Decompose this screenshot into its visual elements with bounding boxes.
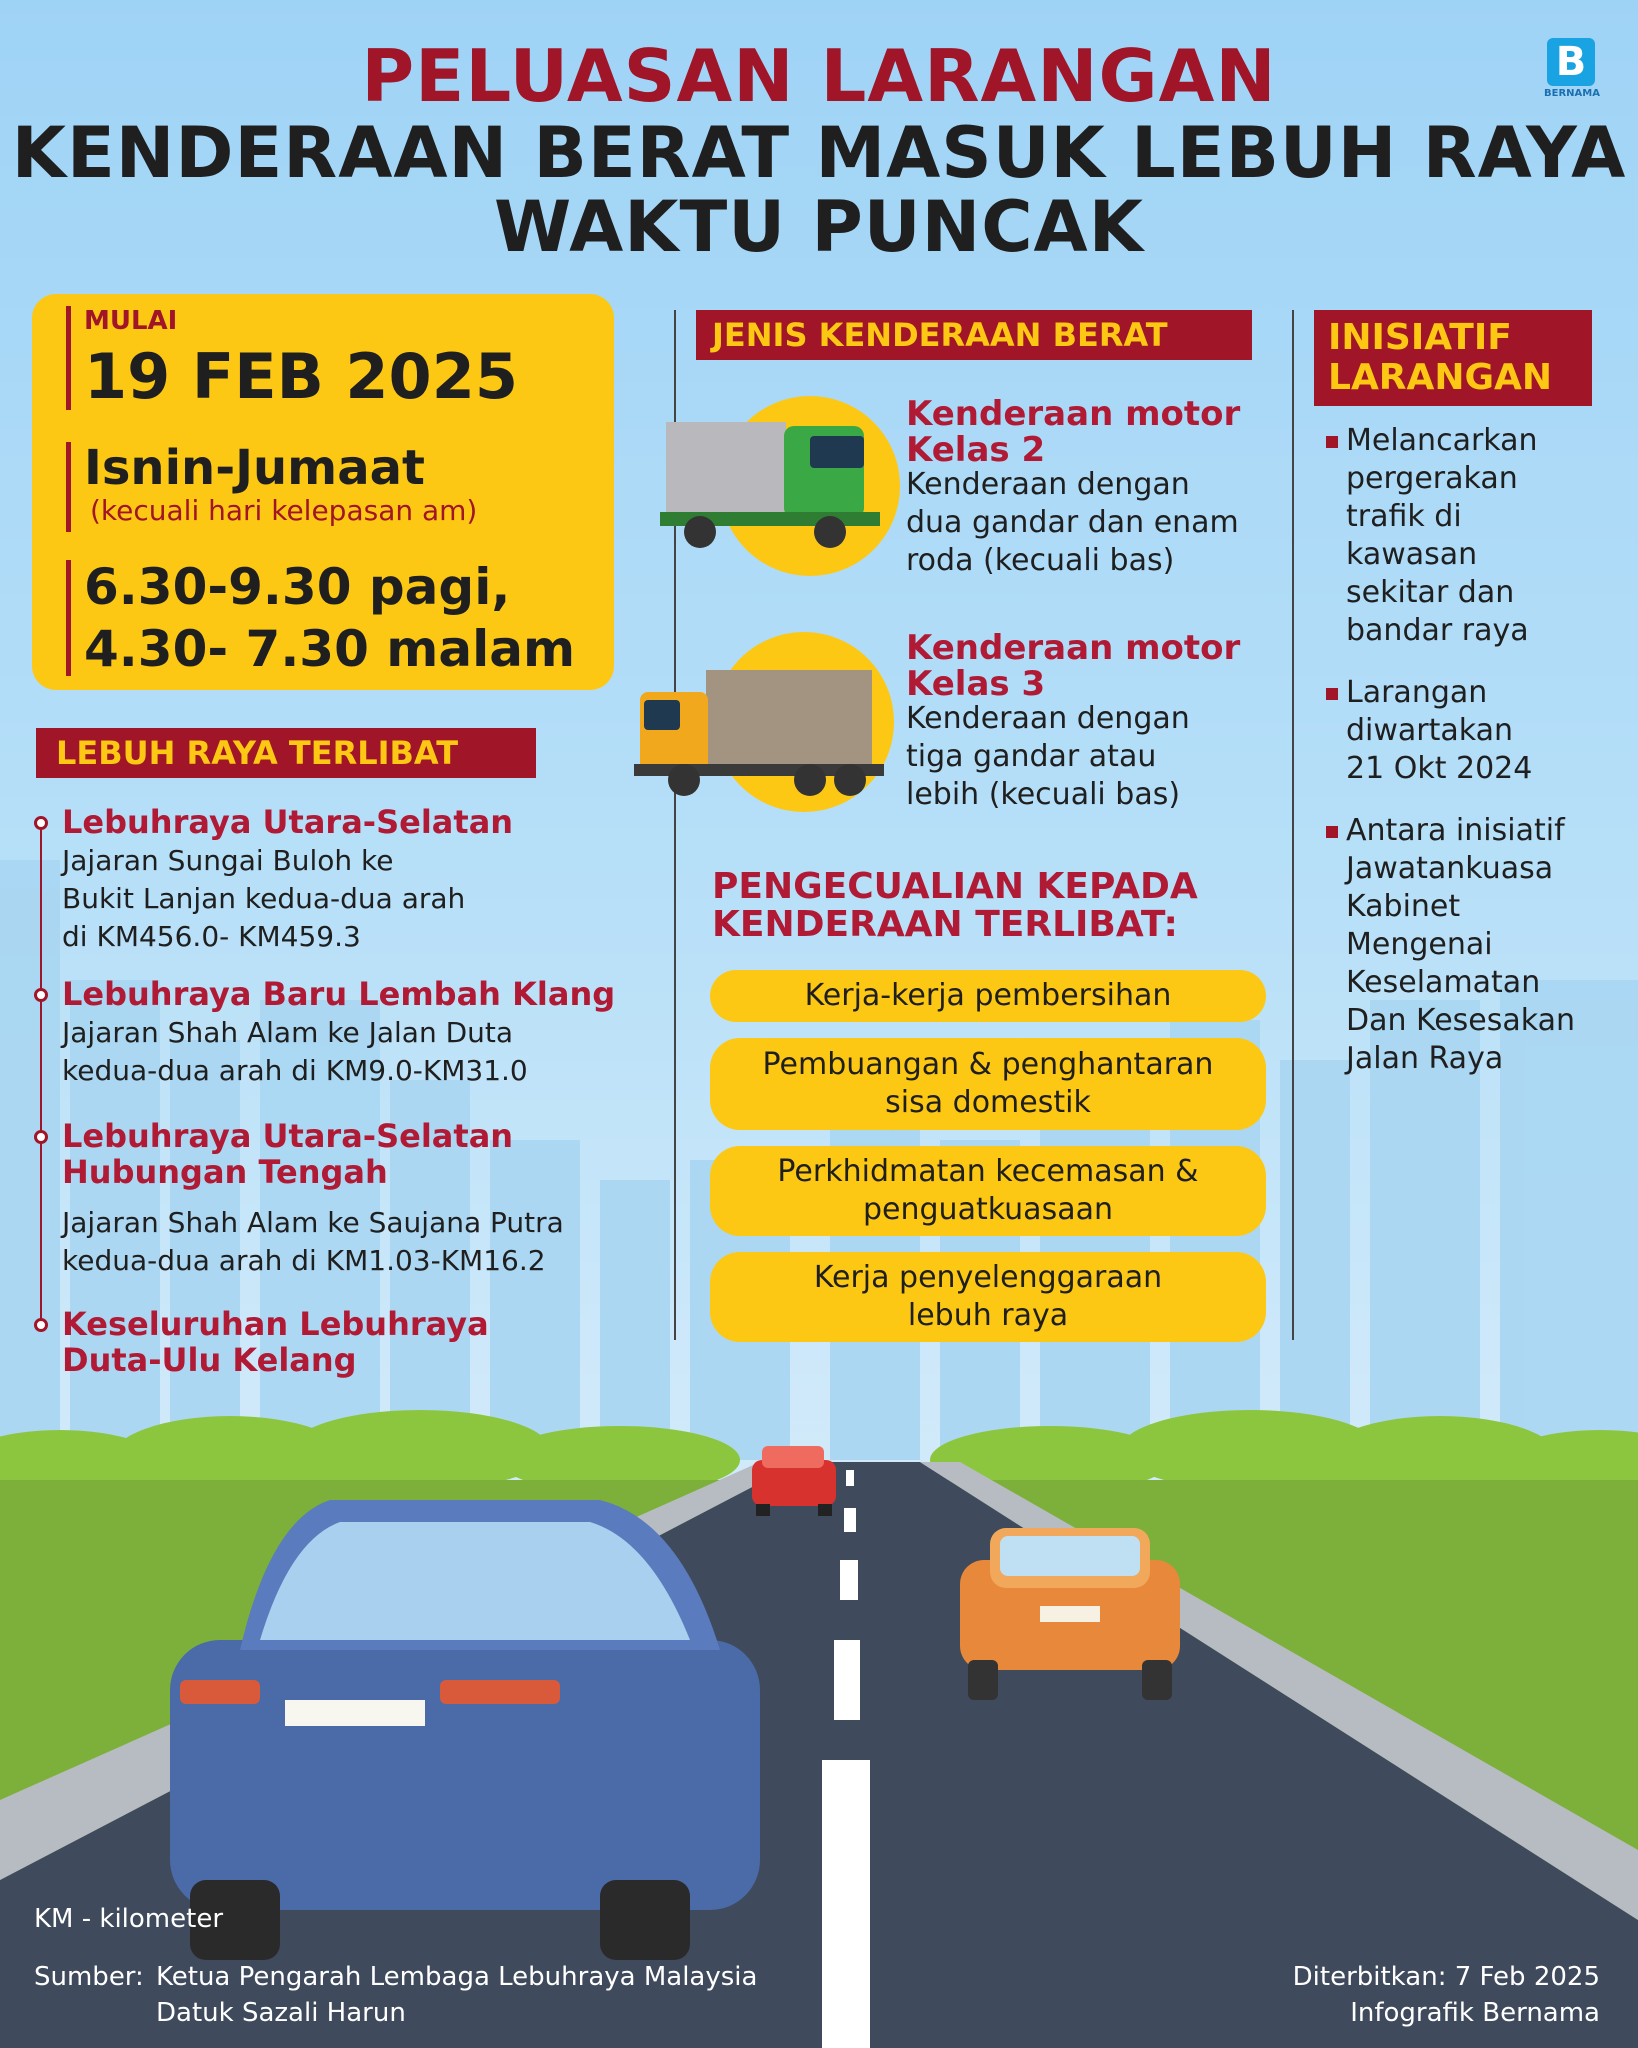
title-line-2: KENDERAAN BERAT MASUK LEBUH RAYA <box>11 112 1627 194</box>
start-label: MULAI <box>84 306 178 336</box>
highway-title: Lebuhraya Baru Lembah Klang <box>62 975 616 1013</box>
highway-desc: Jajaran Shah Alam ke Jalan Duta <box>62 1016 514 1049</box>
highways-header: LEBUH RAYA TERLIBAT <box>36 728 536 778</box>
exemption-text: penguatkuasaan <box>863 1192 1113 1227</box>
exemption-text: Pembuangan & penghantaran <box>762 1047 1214 1082</box>
initiative-line: trafik di <box>1346 499 1462 534</box>
exemption-item <box>710 970 1266 1022</box>
initiative-line: 21 Okt 2024 <box>1346 751 1533 786</box>
highway-desc: Bukit Lanjan kedua-dua arah <box>62 882 466 915</box>
holiday-exception: (kecuali hari kelepasan am) <box>90 494 478 527</box>
vehicle-desc: dua gandar dan enam <box>906 505 1239 540</box>
exemption-text: Kerja penyelenggaraan <box>813 1260 1163 1295</box>
highway-title: Duta-Ulu Kelang <box>62 1341 357 1379</box>
bullet-icon <box>1326 826 1338 838</box>
truck-class-2-icon <box>660 396 900 576</box>
column-divider <box>1292 310 1294 1340</box>
initiative-line: diwartakan <box>1346 713 1514 748</box>
credit: Infografik Bernama <box>1350 1998 1600 2028</box>
initiative-line: Melancarkan <box>1346 423 1538 458</box>
time-morning: 6.30-9.30 pagi, <box>84 558 511 616</box>
initiative-line: Jalan Raya <box>1346 1041 1504 1076</box>
time-evening: 4.30- 7.30 malam <box>84 620 576 678</box>
initiative-header-line: INISIATIF <box>1328 317 1512 358</box>
bullet-icon <box>1326 436 1338 448</box>
source-line: Ketua Pengarah Lembaga Lebuhraya Malaysia <box>156 1962 758 1992</box>
highway-title: Keseluruhan Lebuhraya <box>62 1305 489 1343</box>
initiative-item <box>1346 812 1575 1078</box>
highway-title: Lebuhraya Utara-Selatan <box>62 1117 514 1155</box>
exemption-text: sisa domestik <box>885 1085 1091 1120</box>
initiative-item <box>1346 422 1538 650</box>
vehicle-title: Kenderaan motor <box>906 394 1241 434</box>
bullet-icon <box>34 816 48 830</box>
logo-text: BERNAMA <box>1544 88 1600 99</box>
initiative-line: Antara inisiatif <box>1346 813 1565 848</box>
title-line-3: WAKTU PUNCAK <box>494 186 1144 268</box>
days-text: Isnin-Jumaat <box>84 440 425 496</box>
exemption-item <box>710 1038 1266 1130</box>
exemptions-header-line: PENGECUALIAN KEPADA <box>712 866 1198 907</box>
initiative-line: Mengenai <box>1346 927 1493 962</box>
highway-title: Hubungan Tengah <box>62 1153 388 1191</box>
highway-title: Lebuhraya Utara-Selatan <box>62 803 514 841</box>
highway-desc: Jajaran Sungai Buloh ke <box>62 844 394 877</box>
schedule-divider <box>66 306 71 410</box>
exemption-text: Kerja-kerja pembersihan <box>804 978 1172 1013</box>
bullet-icon <box>34 1318 48 1332</box>
bernama-logo <box>1544 38 1598 104</box>
exemption-text: Perkhidmatan kecemasan & <box>777 1154 1199 1189</box>
bullet-icon <box>1326 688 1338 700</box>
highway-desc: kedua-dua arah di KM9.0-KM31.0 <box>62 1054 528 1087</box>
vehicle-types-header: JENIS KENDERAAN BERAT <box>696 310 1252 360</box>
initiative-line: Jawatankuasa <box>1346 851 1554 886</box>
highway-desc: kedua-dua arah di KM1.03-KM16.2 <box>62 1244 546 1277</box>
highway-desc: di KM456.0- KM459.3 <box>62 920 361 953</box>
exemptions-header-line: KENDERAAN TERLIBAT: <box>712 904 1178 945</box>
highway-timeline <box>40 830 42 1320</box>
initiative-line: bandar raya <box>1346 613 1529 648</box>
initiative-line: pergerakan <box>1346 461 1518 496</box>
schedule-divider <box>66 560 71 676</box>
vehicle-title: Kenderaan motor <box>906 628 1241 668</box>
initiative-header <box>1314 310 1592 406</box>
start-date: 19 FEB 2025 <box>84 340 518 413</box>
initiative-line: kawasan <box>1346 537 1478 572</box>
initiative-line: Keselamatan <box>1346 965 1541 1000</box>
published-date: Diterbitkan: 7 Feb 2025 <box>1292 1962 1600 1992</box>
km-note: KM - kilometer <box>34 1904 224 1934</box>
initiative-header-line: LARANGAN <box>1328 357 1553 398</box>
vehicle-title: Kelas 2 <box>906 430 1046 470</box>
truck-class-3-icon <box>634 632 894 812</box>
initiative-line: Larangan <box>1346 675 1488 710</box>
initiative-line: sekitar dan <box>1346 575 1515 610</box>
bullet-icon <box>34 988 48 1002</box>
title-line-1: PELUASAN LARANGAN <box>361 34 1277 118</box>
initiative-item <box>1346 674 1532 788</box>
highway-desc: Jajaran Shah Alam ke Saujana Putra <box>62 1206 564 1239</box>
vehicle-desc: lebih (kecuali bas) <box>906 777 1181 812</box>
bullet-icon <box>34 1130 48 1144</box>
exemption-item <box>710 1146 1266 1236</box>
exemption-item <box>710 1252 1266 1342</box>
vehicle-title: Kelas 3 <box>906 664 1046 704</box>
exemptions-header <box>712 868 1198 944</box>
vehicle-desc: roda (kecuali bas) <box>906 543 1175 578</box>
exemption-text: lebuh raya <box>907 1298 1069 1333</box>
initiative-line: Kabinet <box>1346 889 1461 924</box>
source-label: Sumber: <box>34 1962 144 1992</box>
source-line: Datuk Sazali Harun <box>156 1998 406 2028</box>
vehicle-desc: Kenderaan dengan <box>906 467 1190 502</box>
logo-glyph: B <box>1547 38 1595 86</box>
schedule-divider <box>66 442 71 532</box>
vehicle-desc: Kenderaan dengan <box>906 701 1190 736</box>
vehicle-desc: tiga gandar atau <box>906 739 1157 774</box>
initiative-line: Dan Kesesakan <box>1346 1003 1576 1038</box>
